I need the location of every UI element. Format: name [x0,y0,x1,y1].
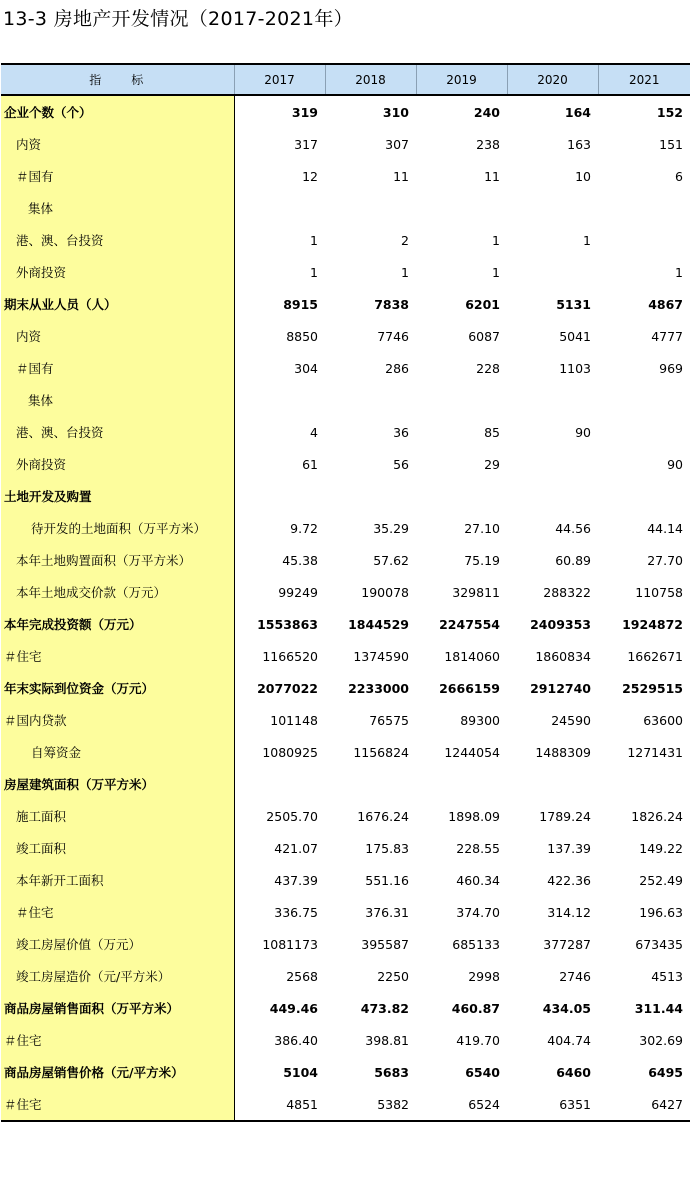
cell-value: 27.70 [647,552,683,568]
table-row [1,864,690,896]
cell-value [598,192,690,224]
row-label: ＃国有 [1,160,234,192]
row-label: 房屋建筑面积（万平方米） [1,768,234,800]
cell-value: 4513 [651,968,683,984]
cell-value: 164 [564,104,591,120]
cell-value [507,256,598,288]
cell-value [325,384,416,416]
row-label: 土地开发及购置 [1,480,234,512]
table-row [1,352,690,384]
cell-value: 90 [667,456,683,472]
row-label: ＃住宅 [1,1088,234,1121]
cell-value: 5041 [559,328,591,344]
cell-value: 460.87 [451,1000,500,1016]
cell-value: 196.63 [639,904,683,920]
cell-value: 310 [382,104,409,120]
cell-value: 434.05 [542,1000,591,1016]
cell-value: 6351 [507,1088,598,1121]
cell-value: 56 [393,456,409,472]
cell-value: 1 [310,232,318,248]
cell-value: 6524 [416,1088,507,1121]
header-year: 2020 [507,64,598,95]
cell-value [598,480,690,512]
cell-value: 57.62 [373,552,409,568]
cell-value: 228 [476,360,500,376]
cell-value: 1080925 [262,744,318,760]
row-label: 竣工面积 [1,832,234,864]
cell-value: 99249 [278,584,318,600]
row-label: 自筹资金 [1,736,234,768]
cell-value: 421.07 [274,840,318,856]
table-row [1,992,690,1024]
cell-value: 673435 [635,936,683,952]
cell-value: 228.55 [456,840,500,856]
table-row [1,608,690,640]
cell-value: 286 [385,360,409,376]
cell-value: 377287 [543,936,591,952]
cell-value: 10 [575,168,591,184]
row-label: ＃住宅 [1,896,234,928]
cell-value: 2746 [559,968,591,984]
cell-value [416,768,507,800]
cell-value: 1166520 [262,648,318,664]
cell-value [598,384,690,416]
cell-value: 460.34 [456,872,500,888]
row-label: 期末从业人员（人） [1,288,234,320]
row-label: 外商投资 [1,256,234,288]
cell-value: 61 [302,456,318,472]
cell-value: 190078 [361,584,409,600]
cell-value: 304 [294,360,318,376]
table-row [1,544,690,576]
cell-value: 175.83 [365,840,409,856]
row-label: 港、澳、台投资 [1,224,234,256]
cell-value: 44.56 [555,520,591,536]
cell-value: 1374590 [353,648,409,664]
cell-value: 6087 [468,328,500,344]
cell-value: 8915 [283,296,318,312]
cell-value: 2505.70 [266,808,318,824]
header-year: 2021 [598,64,690,95]
row-label: 外商投资 [1,448,234,480]
page-title: 13-3 房地产开发情况（2017-2021年） [3,8,353,30]
row-label: 集体 [1,384,234,416]
cell-value: 1814060 [444,648,500,664]
cell-value [507,768,598,800]
cell-value: 1676.24 [357,808,409,824]
cell-value: 302.69 [639,1032,683,1048]
header-year: 2019 [416,64,507,95]
cell-value: 149.22 [639,840,683,856]
cell-value: 1924872 [622,616,683,632]
cell-value: 1271431 [627,744,683,760]
cell-value [416,192,507,224]
row-label: 竣工房屋造价（元/平方米） [1,960,234,992]
cell-value: 85 [484,424,500,440]
row-label: 待开发的土地面积（万平方米） [1,512,234,544]
cell-value [234,192,325,224]
cell-value: 76575 [369,712,409,728]
cell-value: 1 [492,232,500,248]
cell-value: 11 [484,168,500,184]
table-row [1,832,690,864]
cell-value [507,384,598,416]
cell-value: 2568 [286,968,318,984]
cell-value: 5382 [325,1088,416,1121]
row-label: 本年新开工面积 [1,864,234,896]
cell-value: 75.19 [464,552,500,568]
table-row [1,480,690,512]
cell-value: 7746 [377,328,409,344]
table-row [1,672,690,704]
cell-value: 2912740 [530,680,591,696]
cell-value: 1898.09 [448,808,500,824]
cell-value: 1156824 [353,744,409,760]
cell-value [416,480,507,512]
cell-value: 1244054 [444,744,500,760]
cell-value: 374.70 [456,904,500,920]
cell-value: 1860834 [535,648,591,664]
cell-value: 398.81 [365,1032,409,1048]
cell-value: 1103 [559,360,591,376]
cell-value: 4777 [651,328,683,344]
cell-value: 2 [401,232,409,248]
cell-value: 6540 [465,1064,500,1080]
cell-value: 1 [583,232,591,248]
cell-value: 44.14 [647,520,683,536]
cell-value: 2666159 [439,680,500,696]
cell-value: 376.31 [365,904,409,920]
cell-value: 1553863 [257,616,318,632]
cell-value [507,192,598,224]
row-label: 商品房屋销售面积（万平方米） [1,992,234,1024]
row-label: 商品房屋销售价格（元/平方米） [1,1056,234,1088]
table-row [1,416,690,448]
table-row [1,1088,690,1121]
cell-value: 1 [310,264,318,280]
row-label: 内资 [1,128,234,160]
cell-value: 1662671 [627,648,683,664]
cell-value: 2233000 [348,680,409,696]
cell-value: 27.10 [464,520,500,536]
header-indicator: 指 标 [1,64,234,95]
table-row [1,128,690,160]
cell-value: 422.36 [547,872,591,888]
cell-value [598,416,690,448]
cell-value: 2077022 [257,680,318,696]
table-row [1,512,690,544]
cell-value: 1789.24 [539,808,591,824]
cell-value: 6427 [598,1088,690,1121]
cell-value [325,768,416,800]
row-label: 本年土地成交价款（万元） [1,576,234,608]
real-estate-table [1,63,690,1122]
table-row [1,576,690,608]
cell-value: 311.44 [634,1000,683,1016]
cell-value: 252.49 [639,872,683,888]
cell-value: 473.82 [360,1000,409,1016]
cell-value [325,192,416,224]
table-row [1,320,690,352]
table-row [1,928,690,960]
cell-value: 329811 [452,584,500,600]
table-row [1,384,690,416]
cell-value: 35.29 [373,520,409,536]
row-label: 竣工房屋价值（万元） [1,928,234,960]
cell-value: 419.70 [456,1032,500,1048]
table-row [1,224,690,256]
cell-value: 288322 [543,584,591,600]
cell-value [598,768,690,800]
table-row [1,448,690,480]
cell-value: 5131 [556,296,591,312]
cell-value: 1 [492,264,500,280]
cell-value: 2998 [468,968,500,984]
row-label: 施工面积 [1,800,234,832]
cell-value: 449.46 [269,1000,318,1016]
row-label: 本年完成投资额（万元） [1,608,234,640]
cell-value [234,384,325,416]
header-row [1,64,690,95]
cell-value: 4867 [648,296,683,312]
cell-value: 2247554 [439,616,500,632]
cell-value [507,480,598,512]
cell-value: 240 [473,104,500,120]
cell-value: 238 [476,136,500,152]
cell-value: 551.16 [365,872,409,888]
row-label: 年末实际到位资金（万元） [1,672,234,704]
cell-value: 319 [291,104,318,120]
cell-value: 336.75 [274,904,318,920]
cell-value [234,768,325,800]
cell-value: 60.89 [555,552,591,568]
cell-value: 5683 [374,1064,409,1080]
cell-value [416,384,507,416]
cell-value [598,224,690,256]
cell-value: 151 [659,136,683,152]
cell-value: 12 [302,168,318,184]
table-row [1,95,690,128]
cell-value: 395587 [361,936,409,952]
cell-value: 8850 [286,328,318,344]
cell-value: 6495 [648,1064,683,1080]
table-row [1,256,690,288]
row-label: 港、澳、台投资 [1,416,234,448]
table-row [1,288,690,320]
cell-value: 29 [484,456,500,472]
cell-value: 437.39 [274,872,318,888]
row-label: 本年土地购置面积（万平方米） [1,544,234,576]
cell-value: 314.12 [547,904,591,920]
table-row [1,800,690,832]
table-row [1,704,690,736]
cell-value: 5104 [283,1064,318,1080]
cell-value: 63600 [643,712,683,728]
cell-value: 163 [567,136,591,152]
cell-value: 6 [675,168,683,184]
cell-value: 45.38 [282,552,318,568]
cell-value: 307 [385,136,409,152]
table-row [1,736,690,768]
cell-value: 4 [310,424,318,440]
cell-value: 1 [675,264,683,280]
cell-value: 404.74 [547,1032,591,1048]
cell-value: 1844529 [348,616,409,632]
cell-value: 6201 [465,296,500,312]
table-row [1,1024,690,1056]
cell-value: 24590 [551,712,591,728]
table-row [1,640,690,672]
table-row [1,1056,690,1088]
cell-value: 2409353 [530,616,591,632]
cell-value: 2250 [377,968,409,984]
table-row [1,192,690,224]
cell-value: 1826.24 [631,808,683,824]
cell-value: 685133 [452,936,500,952]
cell-value: 11 [393,168,409,184]
table-row [1,160,690,192]
cell-value: 89300 [460,712,500,728]
row-label: 企业个数（个） [1,95,234,128]
table-row [1,896,690,928]
cell-value [325,480,416,512]
row-label: ＃国内贷款 [1,704,234,736]
cell-value: 6460 [556,1064,591,1080]
header-year: 2018 [325,64,416,95]
row-label: 内资 [1,320,234,352]
cell-value: 1081173 [262,936,318,952]
cell-value: 137.39 [547,840,591,856]
cell-value: 110758 [635,584,683,600]
cell-value: 90 [575,424,591,440]
cell-value: 152 [656,104,683,120]
row-label: ＃住宅 [1,640,234,672]
table-body [1,95,690,1121]
cell-value: 7838 [374,296,409,312]
cell-value: 969 [659,360,683,376]
row-label: 集体 [1,192,234,224]
cell-value [234,480,325,512]
cell-value [507,448,598,480]
cell-value: 317 [294,136,318,152]
cell-value: 9.72 [290,520,318,536]
cell-value: 101148 [270,712,318,728]
cell-value: 1 [401,264,409,280]
cell-value: 4851 [234,1088,325,1121]
row-label: ＃国有 [1,352,234,384]
cell-value: 36 [393,424,409,440]
cell-value: 2529515 [622,680,683,696]
table-row [1,960,690,992]
cell-value: 386.40 [274,1032,318,1048]
row-label: ＃住宅 [1,1024,234,1056]
table-row [1,768,690,800]
cell-value: 1488309 [535,744,591,760]
header-year: 2017 [234,64,325,95]
